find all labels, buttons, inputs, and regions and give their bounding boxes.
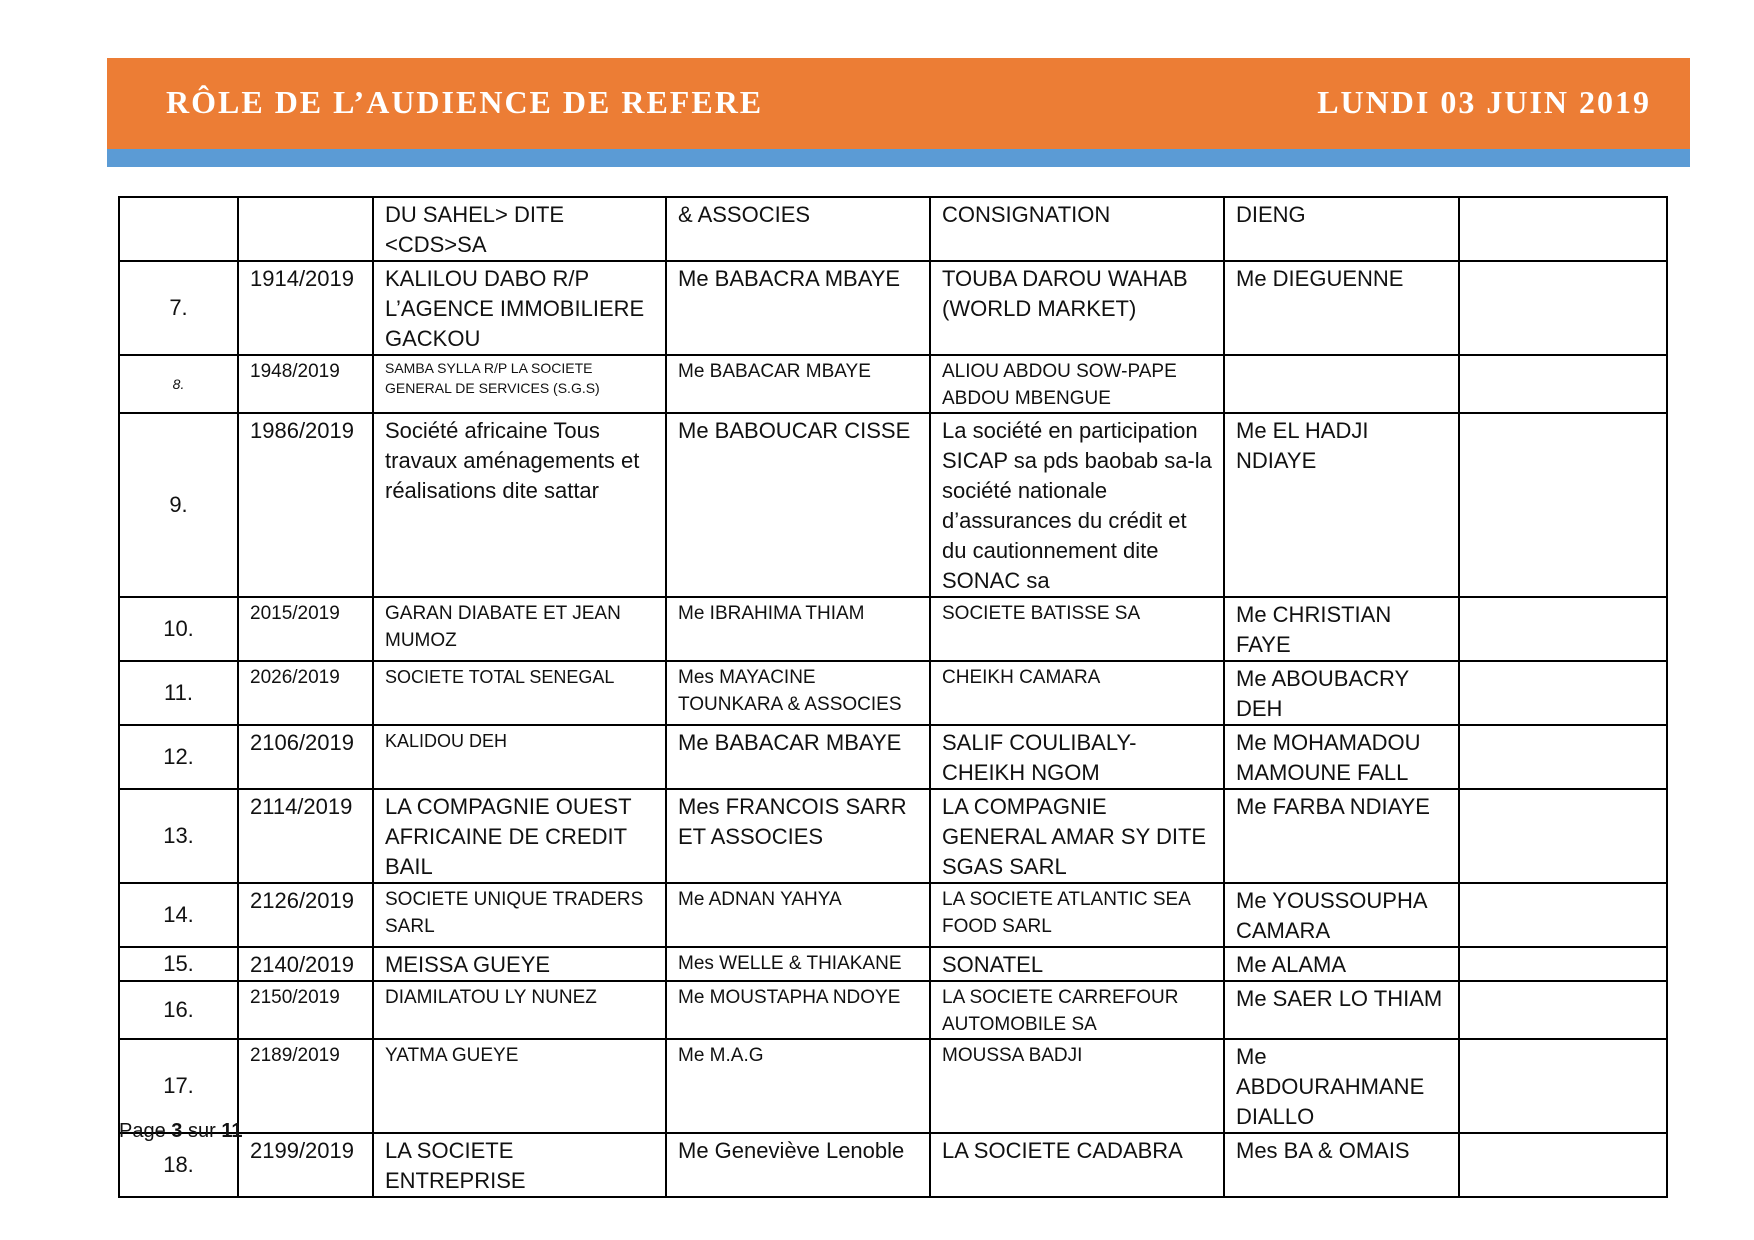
plaintiff: MEISSA GUEYE: [373, 947, 666, 981]
defendant-lawyer: DIENG: [1224, 197, 1459, 261]
table-row: [119, 261, 1667, 355]
defendant: SOCIETE BATISSE SA: [930, 597, 1224, 661]
defendant-lawyer: Me ABOUBACRY DEH: [1224, 661, 1459, 725]
defendant-lawyer: Me EL HADJI NDIAYE: [1224, 413, 1459, 597]
observations: [1459, 981, 1667, 1039]
page-separator: sur: [187, 1120, 216, 1142]
defendant: LA SOCIETE CARREFOUR AUTOMOBILE SA: [930, 981, 1224, 1039]
observations: [1459, 197, 1667, 261]
table-row: [119, 413, 1667, 597]
observations: [1459, 597, 1667, 661]
row-number: 8.: [119, 355, 238, 413]
plaintiff: Société africaine Tous travaux aménagements et réalisations dite sattar: [373, 413, 666, 597]
plaintiff: YATMA GUEYE: [373, 1039, 666, 1133]
row-number: 12.: [119, 725, 238, 789]
observations: [1459, 355, 1667, 413]
case-reference: 2114/2019: [238, 789, 373, 883]
row-number: 14.: [119, 883, 238, 947]
case-reference: 2199/2019: [238, 1133, 373, 1197]
table-row: [119, 981, 1667, 1039]
observations: [1459, 883, 1667, 947]
table-row: [119, 883, 1667, 947]
defendant-lawyer: Me YOUSSOUPHA CAMARA: [1224, 883, 1459, 947]
observations: [1459, 947, 1667, 981]
hearing-schedule-table: [118, 196, 1668, 1198]
table-row: [119, 197, 1667, 261]
row-number: 9.: [119, 413, 238, 597]
defendant: LA COMPAGNIE GENERAL AMAR SY DITE SGAS SARL: [930, 789, 1224, 883]
case-reference: 1914/2019: [238, 261, 373, 355]
row-number: 11.: [119, 661, 238, 725]
plaintiff-lawyer: Me MOUSTAPHA NDOYE: [666, 981, 930, 1039]
table-row: [119, 789, 1667, 883]
plaintiff: DIAMILATOU LY NUNEZ: [373, 981, 666, 1039]
row-number: 18.: [119, 1133, 238, 1197]
plaintiff: DU SAHEL> DITE <CDS>SA: [373, 197, 666, 261]
page-current: 3: [171, 1120, 183, 1142]
case-reference: 2106/2019: [238, 725, 373, 789]
row-number: 10.: [119, 597, 238, 661]
observations: [1459, 261, 1667, 355]
defendant: LA SOCIETE ATLANTIC SEA FOOD SARL: [930, 883, 1224, 947]
row-number: 13.: [119, 789, 238, 883]
defendant: La société en participation SICAP sa pds baobab sa-la société nationale d’assurances du crédit et du cautionnement dite SONAC sa: [930, 413, 1224, 597]
table-row: [119, 1039, 1667, 1133]
document-title: RÔLE DE L’AUDIENCE DE REFERE: [166, 84, 764, 120]
plaintiff: SOCIETE TOTAL SENEGAL: [373, 661, 666, 725]
plaintiff-lawyer: Mes MAYACINE TOUNKARA & ASSOCIES: [666, 661, 930, 725]
plaintiff-lawyer: Me BABACAR MBAYE: [666, 725, 930, 789]
observations: [1459, 789, 1667, 883]
row-number: 16.: [119, 981, 238, 1039]
defendant: MOUSSA BADJI: [930, 1039, 1224, 1133]
plaintiff: GARAN DIABATE ET JEAN MUMOZ: [373, 597, 666, 661]
plaintiff: SAMBA SYLLA R/P LA SOCIETE GENERAL DE SERVICES (S.G.S): [373, 355, 666, 413]
plaintiff-lawyer: Me BABACRA MBAYE: [666, 261, 930, 355]
defendant-lawyer: Me CHRISTIAN FAYE: [1224, 597, 1459, 661]
defendant-lawyer: Me ABDOURAHMANE DIALLO: [1224, 1039, 1459, 1133]
table-row: [119, 661, 1667, 725]
plaintiff-lawyer: Me BABACAR MBAYE: [666, 355, 930, 413]
defendant: ALIOU ABDOU SOW-PAPE ABDOU MBENGUE: [930, 355, 1224, 413]
case-reference: 2189/2019: [238, 1039, 373, 1133]
row-number: 15.: [119, 947, 238, 981]
observations: [1459, 661, 1667, 725]
plaintiff-lawyer: Me BABOUCAR CISSE: [666, 413, 930, 597]
plaintiff: LA SOCIETE ENTREPRISE: [373, 1133, 666, 1197]
defendant: SALIF COULIBALY-CHEIKH NGOM: [930, 725, 1224, 789]
header-accent-stripe: [107, 149, 1690, 167]
row-number: [119, 197, 238, 261]
plaintiff-lawyer: Me M.A.G: [666, 1039, 930, 1133]
case-reference: 2126/2019: [238, 883, 373, 947]
row-number: 7.: [119, 261, 238, 355]
table-row: [119, 947, 1667, 981]
hearing-date: LUNDI 03 JUIN 2019: [1317, 84, 1651, 120]
plaintiff-lawyer: Me IBRAHIMA THIAM: [666, 597, 930, 661]
plaintiff-lawyer: Me ADNAN YAHYA: [666, 883, 930, 947]
defendant-lawyer: [1224, 355, 1459, 413]
observations: [1459, 1133, 1667, 1197]
case-reference: 1948/2019: [238, 355, 373, 413]
defendant-lawyer: Me DIEGUENNE: [1224, 261, 1459, 355]
defendant: SONATEL: [930, 947, 1224, 981]
plaintiff: KALILOU DABO R/P L’AGENCE IMMOBILIERE GACKOU: [373, 261, 666, 355]
plaintiff-lawyer: Me Geneviève Lenoble: [666, 1133, 930, 1197]
observations: [1459, 1039, 1667, 1133]
plaintiff: KALIDOU DEH: [373, 725, 666, 789]
page-total: 11: [221, 1120, 243, 1142]
case-reference: 1986/2019: [238, 413, 373, 597]
defendant-lawyer: Me ALAMA: [1224, 947, 1459, 981]
table-row: [119, 355, 1667, 413]
plaintiff-lawyer: Mes FRANCOIS SARR ET ASSOCIES: [666, 789, 930, 883]
case-reference: 2026/2019: [238, 661, 373, 725]
defendant-lawyer: Mes BA & OMAIS: [1224, 1133, 1459, 1197]
observations: [1459, 725, 1667, 789]
page-number: [119, 1120, 242, 1143]
defendant: LA SOCIETE CADABRA: [930, 1133, 1224, 1197]
case-reference: 2150/2019: [238, 981, 373, 1039]
page-prefix: Page: [119, 1120, 166, 1142]
table-row: [119, 597, 1667, 661]
table-row: [119, 1133, 1667, 1197]
table-row: [119, 725, 1667, 789]
defendant-lawyer: Me SAER LO THIAM: [1224, 981, 1459, 1039]
plaintiff: SOCIETE UNIQUE TRADERS SARL: [373, 883, 666, 947]
defendant: CHEIKH CAMARA: [930, 661, 1224, 725]
defendant: CONSIGNATION: [930, 197, 1224, 261]
defendant-lawyer: Me FARBA NDIAYE: [1224, 789, 1459, 883]
observations: [1459, 413, 1667, 597]
defendant-lawyer: Me MOHAMADOU MAMOUNE FALL: [1224, 725, 1459, 789]
defendant: TOUBA DAROU WAHAB (WORLD MARKET): [930, 261, 1224, 355]
case-reference: 2140/2019: [238, 947, 373, 981]
plaintiff: LA COMPAGNIE OUEST AFRICAINE DE CREDIT BAIL: [373, 789, 666, 883]
plaintiff-lawyer: & ASSOCIES: [666, 197, 930, 261]
case-reference: [238, 197, 373, 261]
row-number: 17.: [119, 1039, 238, 1133]
case-reference: 2015/2019: [238, 597, 373, 661]
plaintiff-lawyer: Mes WELLE & THIAKANE: [666, 947, 930, 981]
